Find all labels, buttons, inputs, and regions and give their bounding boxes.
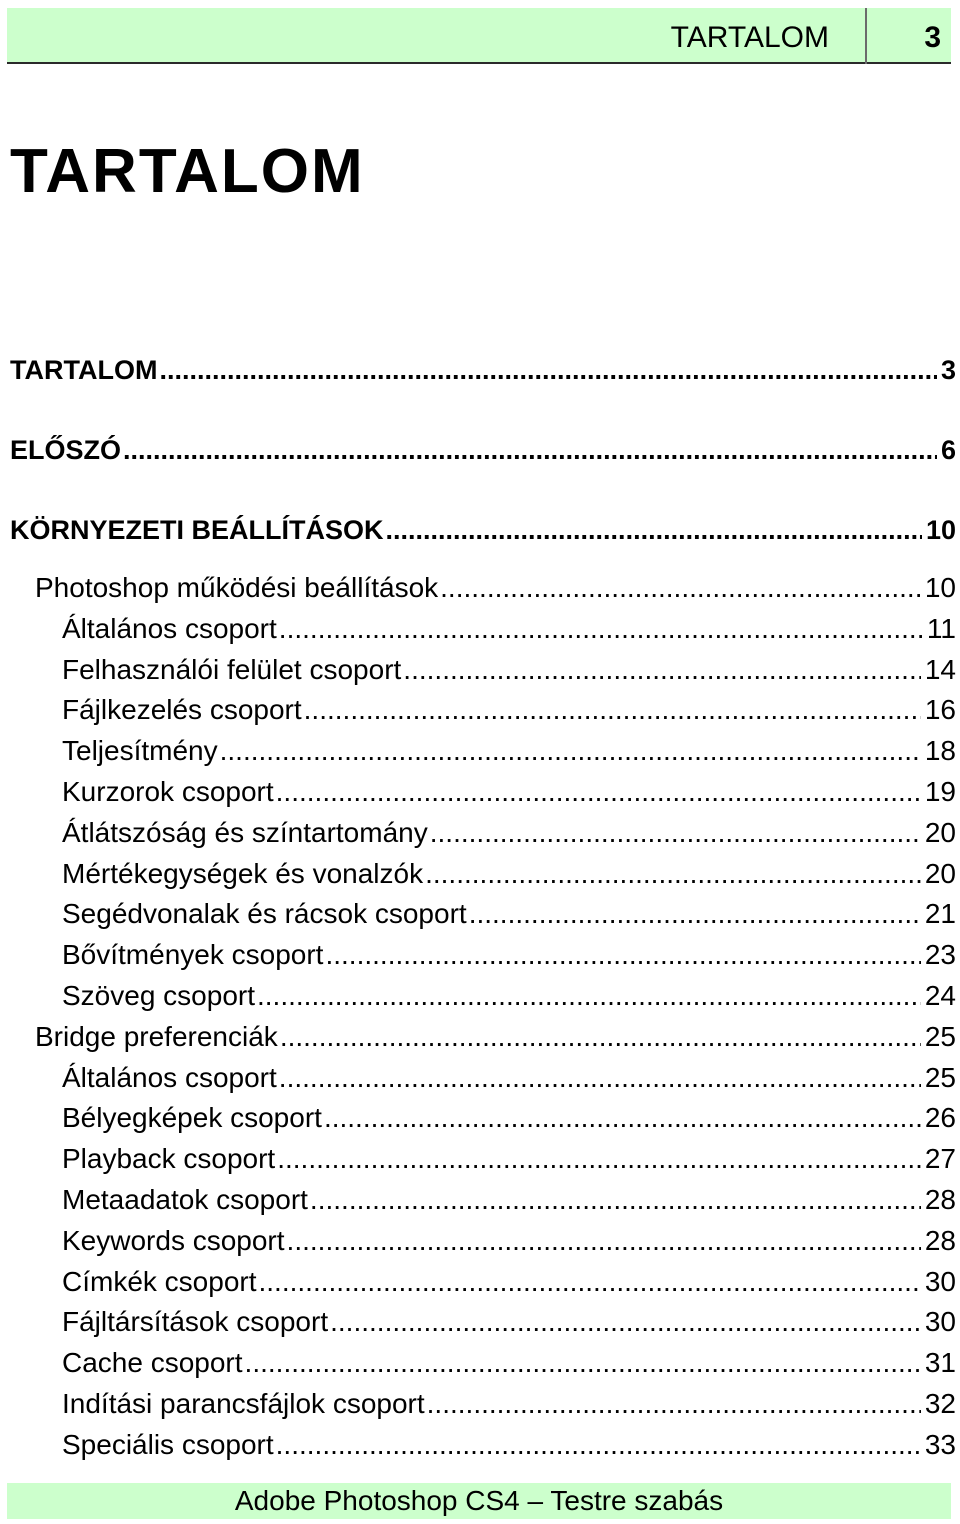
toc-entry-label: Általános csoport (62, 612, 277, 644)
toc-entry-page: 6 (940, 435, 956, 465)
toc-entry[interactable] (0, 1221, 960, 1261)
toc-entry-page: 30 (924, 1306, 956, 1338)
toc-entry[interactable] (0, 935, 960, 975)
toc-dot-leader (279, 609, 923, 649)
toc-dot-leader (440, 568, 921, 608)
toc-entry-label: TARTALOM (10, 355, 158, 385)
toc-entry[interactable] (0, 772, 960, 812)
toc-entry[interactable] (0, 350, 960, 390)
toc-entry-page: 28 (924, 1184, 956, 1215)
toc-entry-label: Felhasználói felület csoport (62, 653, 402, 685)
toc-entry-page: 32 (924, 1388, 956, 1419)
toc-entry-page: 27 (924, 1143, 956, 1175)
page-footer (7, 1483, 951, 1519)
toc-dot-leader (276, 772, 921, 812)
page-title: TARTALOM (10, 137, 365, 206)
footer-text: Adobe Photoshop CS4 – Testre szabás (234, 1485, 724, 1516)
toc-dot-leader (324, 1098, 921, 1138)
toc-entry-label: Playback csoport (62, 1143, 276, 1175)
toc-entry[interactable] (0, 1425, 960, 1465)
toc-entry[interactable] (0, 510, 960, 550)
toc-dot-leader (277, 1139, 921, 1179)
toc-dot-leader (276, 1425, 921, 1465)
toc-entry-label: Fájlkezelés csoport (62, 694, 302, 726)
toc-entry-label: Bélyegképek csoport (62, 1102, 322, 1134)
toc-entry-page: 28 (924, 1224, 956, 1256)
toc-entry-label: Metaadatok csoport (62, 1184, 308, 1215)
toc-entry[interactable] (0, 813, 960, 853)
toc-entry-page: 10 (924, 572, 956, 603)
page-header (7, 8, 951, 64)
toc-dot-leader (257, 976, 921, 1016)
toc-dot-leader (425, 854, 921, 894)
toc-entry[interactable] (0, 1262, 960, 1302)
toc-entry[interactable] (0, 894, 960, 934)
toc-entry[interactable] (0, 1384, 960, 1424)
toc-entry[interactable] (0, 609, 960, 649)
toc-entry[interactable] (0, 976, 960, 1016)
toc-entry[interactable] (0, 568, 960, 608)
toc-dot-leader (310, 1180, 921, 1220)
toc-dot-leader (123, 430, 937, 470)
toc-dot-leader (403, 650, 921, 690)
toc-entry[interactable] (0, 1343, 960, 1383)
toc-entry-page: 19 (924, 776, 956, 807)
toc-entry-label: Fájltársítások csoport (62, 1306, 329, 1338)
toc-entry[interactable] (0, 1180, 960, 1220)
header-title: TARTALOM (670, 21, 829, 54)
toc-dot-leader (287, 1221, 921, 1261)
toc-entry-label: Bridge preferenciák (35, 1020, 278, 1052)
toc-dot-leader (325, 935, 920, 975)
toc-entry-label: Címkék csoport (62, 1265, 257, 1297)
toc-dot-leader (159, 350, 937, 390)
toc-entry-label: Mértékegységek és vonalzók (62, 857, 424, 889)
toc-entry-label: Bővítmények csoport (62, 939, 324, 971)
toc-entry[interactable] (0, 1017, 960, 1057)
toc-entry[interactable] (0, 690, 960, 730)
toc-dot-leader (427, 1384, 921, 1424)
toc-entry-page: 21 (924, 898, 956, 930)
toc-entry-page: 23 (924, 939, 956, 971)
toc-entry-page: 30 (924, 1265, 956, 1297)
toc-entry-page: 31 (924, 1347, 956, 1379)
toc-dot-leader (220, 731, 921, 771)
toc-entry-label: ELŐSZÓ (10, 435, 122, 465)
toc-entry-label: Átlátszóság és színtartomány (62, 816, 428, 848)
toc-dot-leader (469, 894, 921, 934)
toc-entry[interactable] (0, 650, 960, 690)
toc-entry[interactable] (0, 854, 960, 894)
toc-entry-label: Teljesítmény (62, 735, 218, 767)
toc-entry-page: 3 (940, 355, 956, 385)
toc-entry[interactable] (0, 430, 960, 470)
toc-dot-leader (245, 1343, 921, 1383)
toc-dot-leader (280, 1017, 921, 1057)
toc-dot-leader (330, 1302, 921, 1342)
toc-entry-page: 26 (924, 1102, 956, 1134)
toc-entry-page: 25 (924, 1061, 956, 1093)
toc-entry-label: Keywords csoport (62, 1224, 285, 1256)
toc-entry-page: 14 (924, 653, 956, 685)
toc-entry-page: 33 (924, 1428, 956, 1460)
toc-dot-leader (386, 510, 922, 550)
toc-entry-label: Photoshop működési beállítások (35, 572, 439, 603)
toc-dot-leader (259, 1262, 921, 1302)
toc-entry-label: Speciális csoport (62, 1428, 274, 1460)
header-page-number: 3 (924, 21, 941, 54)
toc-entry-label: Segédvonalak és rácsok csoport (62, 898, 467, 930)
toc-entry-page: 18 (924, 735, 956, 767)
toc-entry-page: 24 (924, 980, 956, 1011)
toc-entry[interactable] (0, 731, 960, 771)
toc-entry-label: KÖRNYEZETI BEÁLLÍTÁSOK (10, 515, 384, 545)
toc-entry-label: Cache csoport (62, 1347, 243, 1379)
toc-entry[interactable] (0, 1058, 960, 1098)
header-divider (865, 8, 867, 64)
toc-entry-page: 20 (924, 816, 956, 848)
toc-dot-leader (304, 690, 921, 730)
toc-entry-label: Kurzorok csoport (62, 776, 274, 807)
toc-entry[interactable] (0, 1302, 960, 1342)
toc-entry-label: Általános csoport (62, 1061, 277, 1093)
toc-entry[interactable] (0, 1139, 960, 1179)
toc-entry-page: 16 (924, 694, 956, 726)
toc-dot-leader (279, 1058, 921, 1098)
toc-entry-page: 11 (926, 612, 956, 644)
toc-entry-page: 10 (925, 515, 956, 545)
toc-entry-page: 25 (924, 1020, 956, 1052)
toc-entry-label: Szöveg csoport (62, 980, 255, 1011)
toc-dot-leader (430, 813, 921, 853)
toc-entry[interactable] (0, 1098, 960, 1138)
toc-entry-page: 20 (924, 857, 956, 889)
toc-entry-label: Indítási parancsfájlok csoport (62, 1388, 425, 1419)
